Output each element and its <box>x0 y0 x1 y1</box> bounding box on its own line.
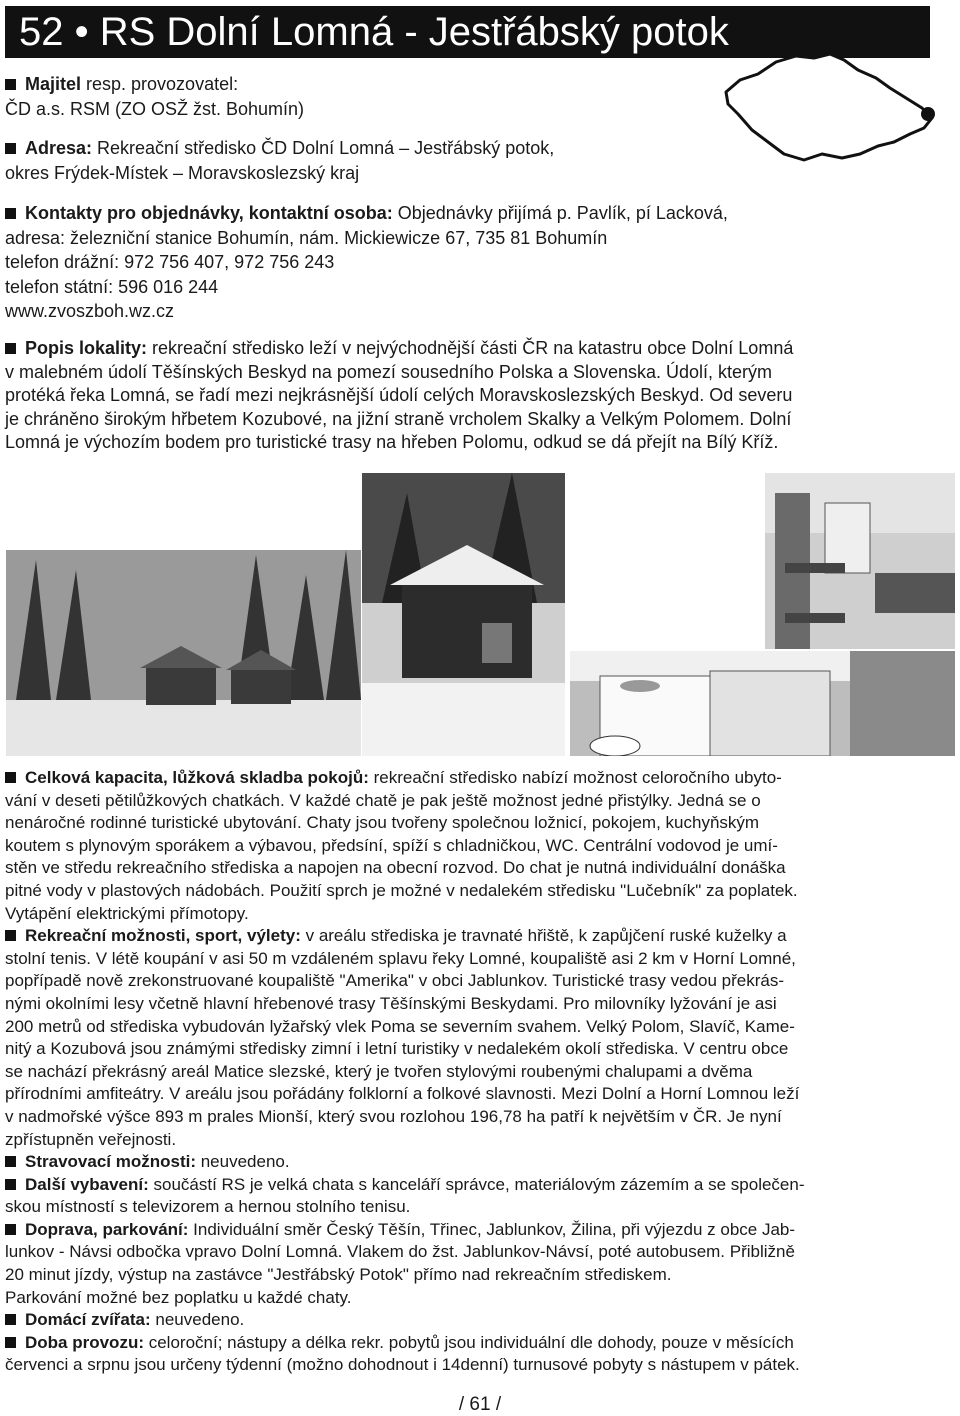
operation-line: červenci a srpnu jsou určeny týdenní (možno dohodnout i 14denní) turnusové pobyty s nástupem v pátek. <box>5 1355 800 1375</box>
address-line1: Rekreační středisko ČD Dolní Lomná – Jestřábský potok, <box>92 138 555 158</box>
bullet-square-icon <box>5 1224 16 1235</box>
pets-label: Domácí zvířata: <box>25 1310 151 1330</box>
bullet-square-icon <box>5 143 16 154</box>
transport-line: lunkov - Návsi odbočka vpravo Dolní Lomná. Vlakem do žst. Jablunkov-Návsí, poté autobusem. Přibližně <box>5 1242 795 1262</box>
page-title: 52 • RS Dolní Lomná - Jestřábský potok <box>5 6 930 58</box>
locality-line: Lomná je výchozím bodem pro turistické trasy na hřeben Polomu, odkud se dá přejít na Bílý Kříž. <box>5 432 779 452</box>
contacts-section <box>5 201 728 324</box>
recreation-line: přírodními amfiteátry. V areálu jsou pořádány folklorní a folkové slavnosti. Mezi Dolní a Horní Lomnou leží <box>5 1084 800 1104</box>
contacts-website: www.zvoszboh.wz.cz <box>5 301 175 321</box>
capacity-line: pitné vody v plastových nádobách. Použití sprch je možné v nedalekém středisku "Lučebník" za poplatek. <box>5 880 798 900</box>
recreation-line: se nachází překrásný areál Matice slezské, který je tvořen stylovými roubenými chalupami a dvěma <box>5 1061 753 1081</box>
bullet-square-icon <box>5 930 16 941</box>
recreation-line: popřípadě nově zrekonstruované koupaliště "Amerika" v obci Jablunkov. Turistické trasy vedou překrás- <box>5 971 785 991</box>
food-value: neuvedeno. <box>196 1152 290 1172</box>
equipment-label: Další vybavení: <box>25 1174 149 1194</box>
capacity-label: Celková kapacita, lůžková skladba pokojů: <box>25 768 369 787</box>
locality-label: Popis lokality: <box>25 338 148 358</box>
transport-label: Doprava, parkování: <box>25 1219 189 1239</box>
locality-section <box>5 337 793 455</box>
pets-value: neuvedeno. <box>150 1310 245 1330</box>
contacts-label: Kontakty pro objednávky, kontaktní osoba: <box>25 203 393 223</box>
capacity-line: rekreační středisko nabízí možnost celoročního ubyto- <box>368 768 782 787</box>
bullet-square-icon <box>5 1156 16 1167</box>
owner-value: ČD a.s. RSM (ZO OSŽ žst. Bohumín) <box>5 98 305 119</box>
capacity-line: stěn ve středu rekreačního střediska a napojen na obecní rozvod. Do chat je nutná individuální donáška <box>5 858 786 878</box>
bullet-square-icon <box>5 343 16 354</box>
capacity-line: vání v deseti pětilůžkových chatkách. V každé chatě je pak ještě možnost jedné přistýlky. Jedná se o <box>5 790 761 810</box>
locality-line: v malebném údolí Těšínských Beskyd na pomezí sousedního Polska a Slovenska. Údolí, kterým <box>5 361 773 382</box>
page-number: / 61 / <box>458 1394 502 1415</box>
bullet-square-icon <box>5 1314 16 1325</box>
bullet-square-icon <box>5 79 16 90</box>
recreation-line: nitý a Kozubová jsou známými středisky zimní i letní turistiky v nedalekém okolí střediska. V centru obce <box>5 1039 789 1059</box>
photo-bedroom <box>765 473 955 649</box>
photo-cabins-forest <box>6 550 361 756</box>
photo-cabin-snow <box>362 473 565 756</box>
transport-line: 20 minut jízdy, výstup na zastávce "Jestřábský Potok" přímo nad rekreačním střediskem. <box>5 1265 672 1285</box>
recreation-line: v areálu střediska je travnaté hřiště, k zapůjčení ruské kuželky a <box>300 926 787 946</box>
equipment-line: součástí RS je velká chata s kanceláří správce, materiálovým zázemím a se společen- <box>148 1174 805 1194</box>
contacts-phone-state: telefon státní: 596 016 244 <box>5 276 219 297</box>
photo-kitchen <box>570 651 955 756</box>
czech-map-icon <box>718 50 938 168</box>
capacity-section <box>5 767 957 1377</box>
operation-label: Doba provozu: <box>25 1332 144 1352</box>
bullet-square-icon <box>5 1337 16 1348</box>
capacity-line: koutem s plynovým sporákem a výbavou, předsíní, spíží s chladničkou, WC. Centrální vodovod je umí- <box>5 835 778 855</box>
owner-label: Majitel <box>25 74 82 94</box>
recreation-line: 200 metrů od střediska vybudován lyžařský vlek Poma se severním svahem. Velký Polom, Slavíč, Kame- <box>5 1016 795 1036</box>
operation-line: celoroční; nástupy a délka rekr. pobytů jsou individuální dle dohody, pouze v měsících <box>144 1332 794 1352</box>
bullet-square-icon <box>5 772 16 783</box>
recreation-line: nými okolními lesy včetně hlavní hřebenové trasy Těšínskými Beskydami. Pro milovníky lyžování je asi <box>5 993 777 1013</box>
bullet-square-icon <box>5 1179 16 1190</box>
locality-line: rekreační středisko leží v nejvýchodnější části ČR na katastru obce Dolní Lomná <box>147 338 794 358</box>
equipment-line: skou místností s televizorem a hernou stolního tenisu. <box>5 1197 411 1217</box>
owner-label-rest: resp. provozovatel: <box>81 74 239 94</box>
address-section <box>5 136 554 185</box>
contacts-line2: adresa: železniční stanice Bohumín, nám. Mickiewicze 67, 735 81 Bohumín <box>5 227 608 248</box>
recreation-label: Rekreační možnosti, sport, výlety: <box>25 926 301 946</box>
owner-section <box>5 72 304 121</box>
address-line2: okres Frýdek-Místek – Moravskoslezský kraj <box>5 162 360 183</box>
locality-line: protéká řeka Lomná, se řadí mezi nejkrásnější údolí celých Moravskoslezských Beskyd. Od severu <box>5 385 793 405</box>
recreation-line: v nadmořské výšce 893 m prales Mionší, který svou rozlohou 196,78 ha patří k největším v ČR. Je nyní <box>5 1106 782 1126</box>
bullet-square-icon <box>5 208 16 219</box>
capacity-line: Vytápění elektrickými přímotopy. <box>5 903 249 923</box>
recreation-line: zpřístupněn veřejnosti. <box>5 1129 177 1149</box>
capacity-line: nenáročné rodinné turistické ubytování. Chaty jsou tvořeny společnou ložnicí, pokojem, kuchyňským <box>5 813 760 833</box>
contacts-phone-rail: telefon drážní: 972 756 407, 972 756 243 <box>5 252 335 272</box>
food-label: Stravovací možnosti: <box>25 1152 196 1172</box>
recreation-line: stolní tenis. V létě koupání v asi 50 m vzdáleném splavu řeky Lomné, koupaliště asi 2 km v Horní Lomné, <box>5 948 796 968</box>
contacts-line1: Objednávky přijímá p. Pavlík, pí Lacková, <box>392 203 728 223</box>
transport-line: Individuální směr Český Těšín, Třinec, Jablunkov, Žilina, při výjezdu z obce Jab- <box>188 1219 796 1239</box>
address-label: Adresa: <box>25 138 93 158</box>
transport-line: Parkování možné bez poplatku u každé chaty. <box>5 1287 352 1307</box>
locality-line: je chráněno širokým hřbetem Kozubové, na jižní straně vrcholem Skalky a Velkým Polomem. Dolní <box>5 408 792 429</box>
